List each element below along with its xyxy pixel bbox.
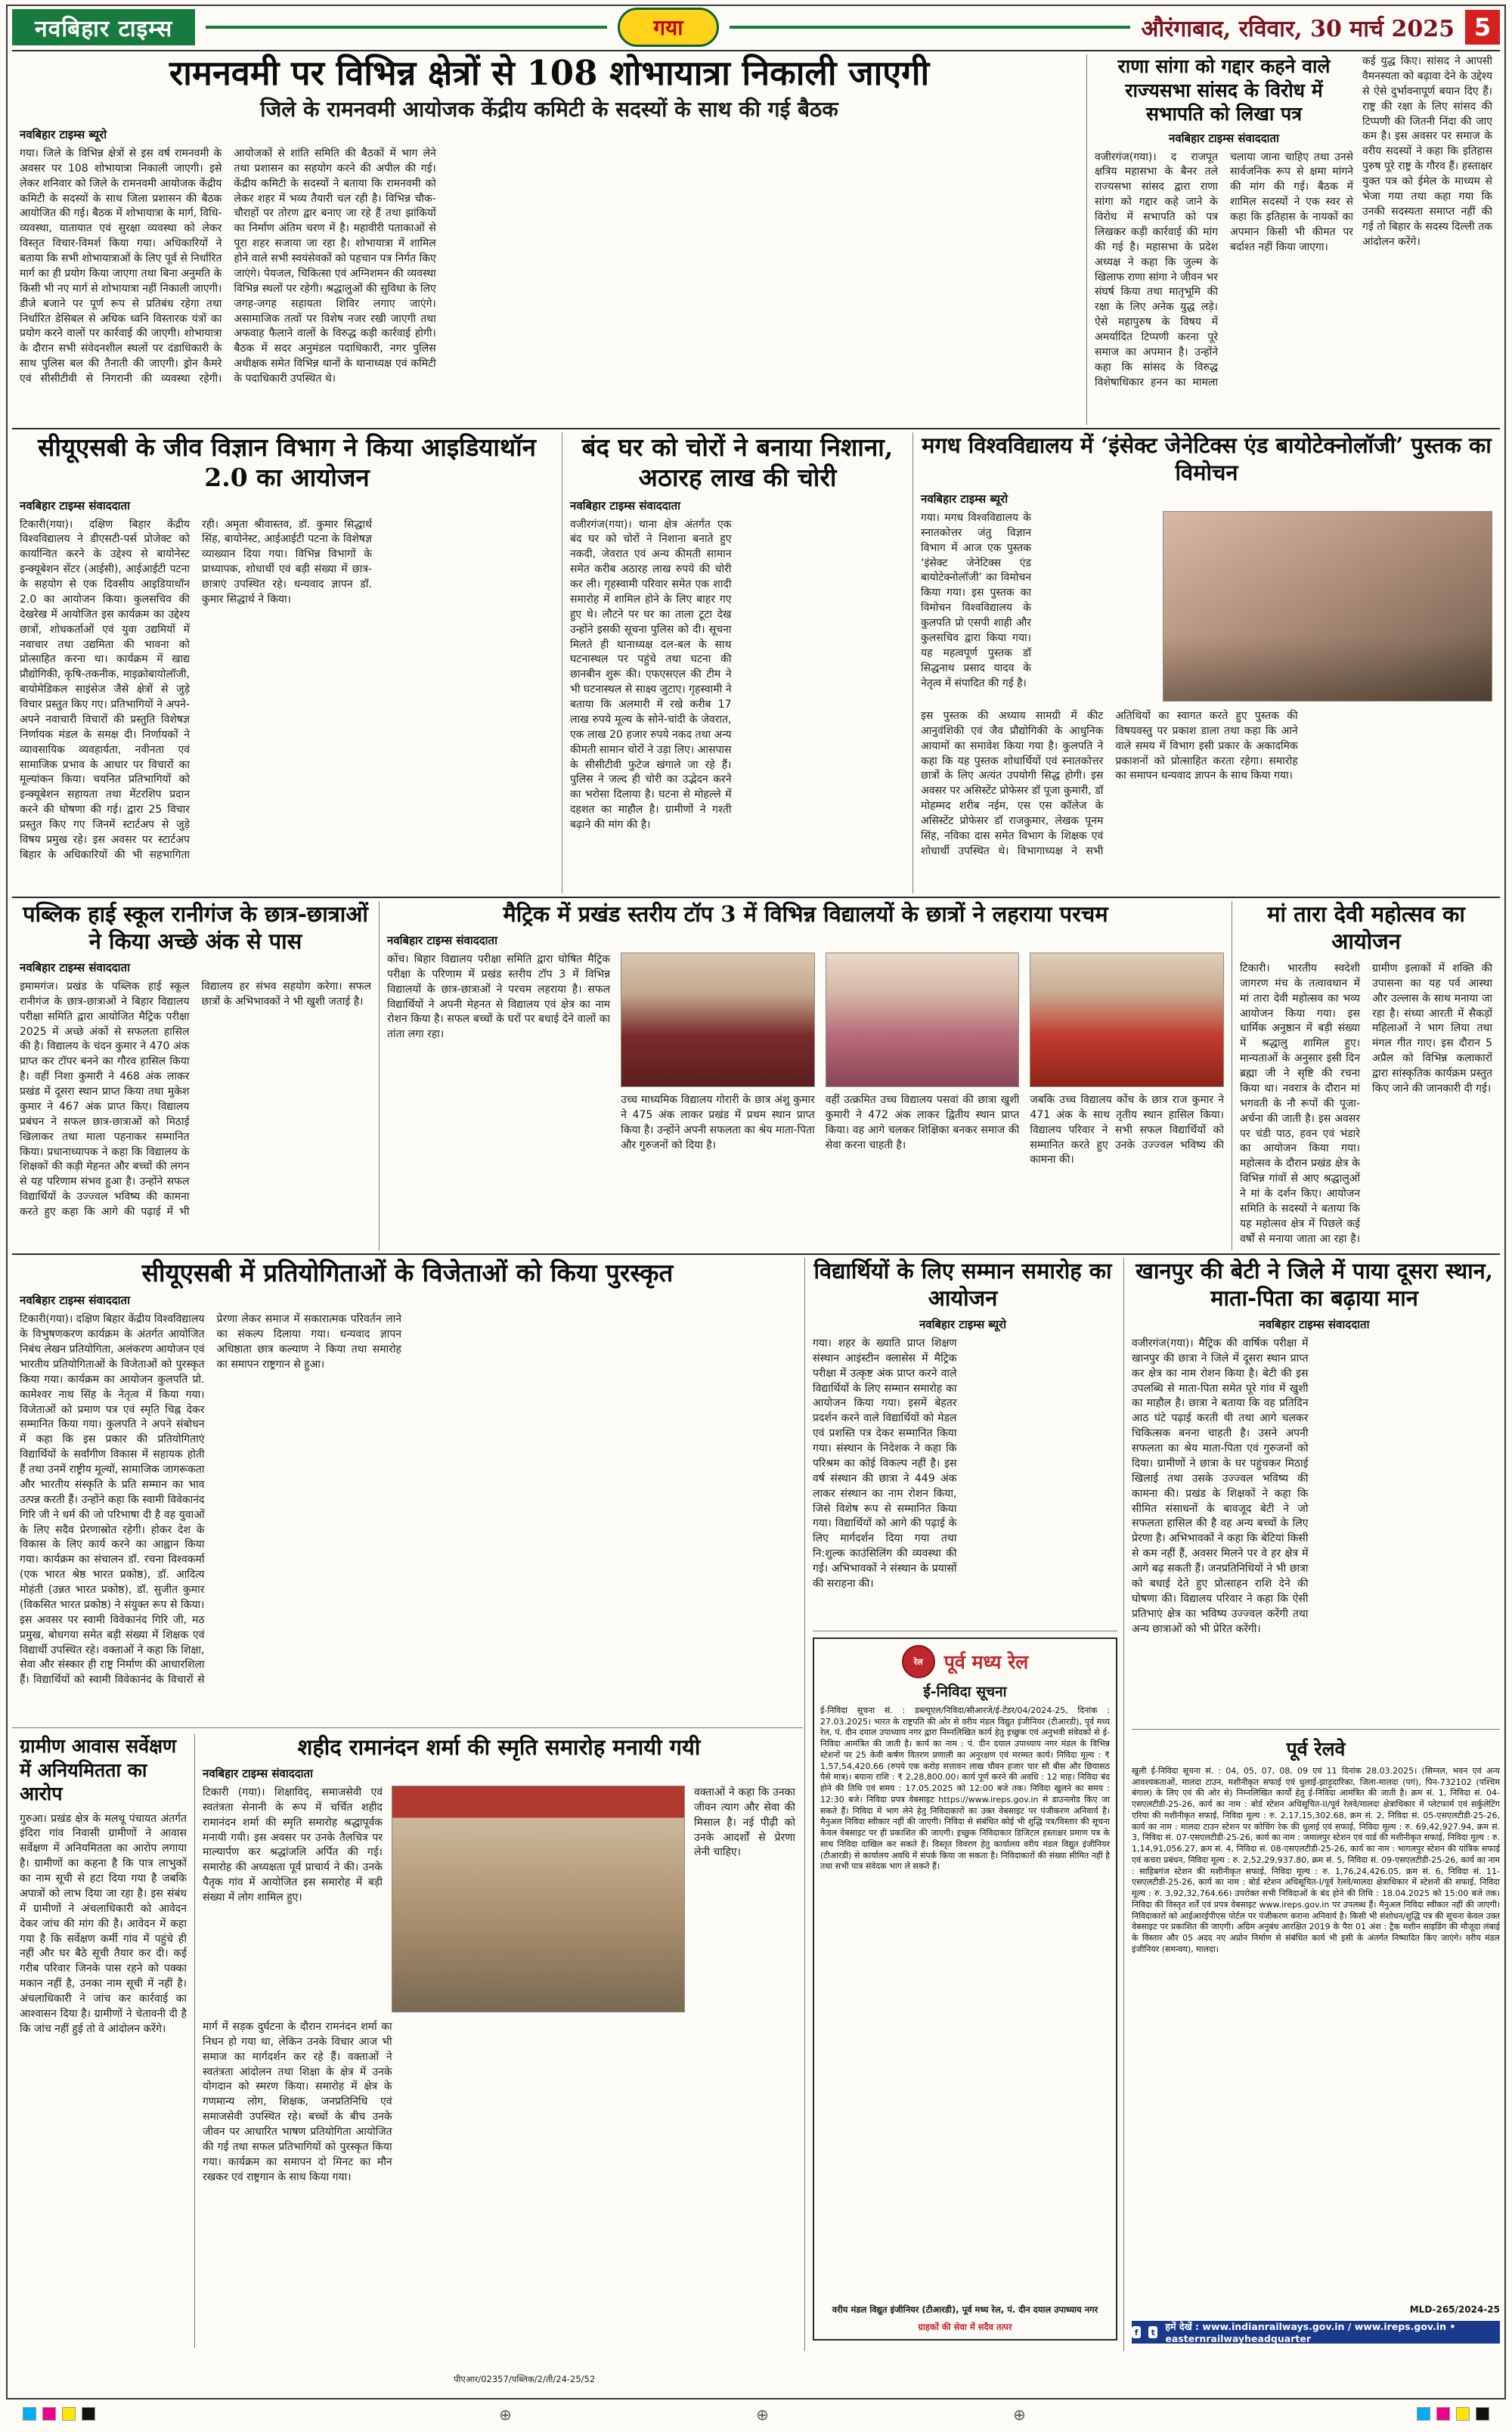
student-photo-1 xyxy=(621,953,815,1087)
shaheed-body-left: टिकारी (गया)। शिक्षाविद्, समाजसेवी एवं स्वतंत्रता सेनानी के रूप में चर्चित शहीद रामानंदन शर्मा की स्मृति समारोह श्रद्धापूर्वक मनायी गयी। इस अवसर पर उनके तैलचित्र पर माल्यार्पण कर श्रद्धांजलि अर्पित की गई। समारोह की अध्यक्षता पूर्व प्राचार्य ने की। उनके पैतृक गांव में आयोजित इस समारोह में बड़ी संख्या में लोग शामिल हुए। xyxy=(203,1786,383,1904)
matric-headline: मैट्रिक में प्रखंड स्तरीय टॉप 3 में विभिन्न विद्यालयों के छात्रों ने लहराया परचम xyxy=(503,901,1108,927)
er-social-strip xyxy=(1132,2321,1500,2344)
cmyk-swatch-magenta xyxy=(1436,2407,1450,2421)
magadh-byline: नवबिहार टाइम्स ब्यूरो xyxy=(921,491,1009,506)
article-rana-sanga xyxy=(1087,54,1500,425)
cmyk-swatch-yellow xyxy=(62,2407,76,2421)
masthead: नवबिहार टाइम्स xyxy=(12,9,195,45)
book-release-photo xyxy=(1163,511,1492,702)
twitter-icon: t xyxy=(1148,2326,1157,2338)
band2-divider xyxy=(12,897,1500,898)
railway-logo: रेल xyxy=(902,1645,935,1678)
cmyk-swatch-black xyxy=(82,2407,95,2421)
cmyk-swatch-magenta xyxy=(42,2407,56,2421)
article-chori xyxy=(562,432,913,894)
chori-byline: नवबिहार टाइम्स संवाददाता xyxy=(570,498,680,513)
header-rule-left xyxy=(206,26,607,29)
ecr-slogan: ग्राहकों की सेवा में सदैव तत्पर xyxy=(918,2322,1012,2332)
band3-divider xyxy=(12,1253,1500,1255)
ideathon-body: टिकारी(गया)। दक्षिण बिहार केंद्रीय विश्वविद्यालय ने डीएसटी-पर्स प्रोजेक्ट को कार्यान्वित करने के उद्देश्य से बायोनेस्ट इन्क्यूबेशन सेंटर (आईसी), आईआईटी पटना के सहयोग से एक दिवसीय आइडियाथॉन 2.0 का आयोजन किया। कुलसचिव की देखरेख में आयोजित इस कार्यक्रम का उद्देश्य छात्रों, शोधकर्ताओं एवं युवा उद्यमियों में नवाचार तथा उद्यमिता की भावना को प्रोत्साहित करना था। कार्यक्रम में खाद्य प्रौद्योगिकी, कृषि-तकनीक, माइक्रोबायोलॉजी, बायोमेडिकल साइंसेज जैसे क्षेत्रों से जुड़े विचार प्रस्तुत किए गए। प्रतिभागियों ने अपने-अपने नवाचारी विचारों की प्रस्तुति विशेषज्ञ निर्णायक मंडल के समक्ष दी। निर्णायकों ने व्यावसायिक व्यवहार्यता, नवीनता एवं सामाजिक प्रभाव के आधार पर विचारों का मूल्यांकन किया। चयनित प्रतिभागियों को इन्क्यूबेशन सहायता तथा मेंटरशिप प्रदान करने की घोषणा की गई। द्वारा 25 विचार प्रस्तुत किए गए जिनमें स्टार्टअप से जुड़े विषय प्रमुख रहे। इस अवसर पर स्टार्टअप बिहार के अधिकारियों की भी सहभागिता रही। अमृता श्रीवास्तव, डॉ. कुमार सिद्धार्थ सिंह, बायोनेस्ट, आईआईटी पटना के विशेषज्ञ व्याख्यान दिया गया। विभिन्न विभागों के प्राध्यापक, शोधार्थी एवं बड़ी संख्या में छात्र-छात्राएं उपस्थित रहे। धन्यवाद ज्ञापन डॉ. कुमार सिद्धार्थ ने किया। xyxy=(20,518,372,861)
awas-body: गुरुआ। प्रखंड क्षेत्र के मलथू पंचायत अंतर्गत इंदिरा गांव निवासी ग्रामीणों ने आवास सर्वेक्षण में अनियमितता का आरोप लगाया है। ग्रामीणों का कहना है कि पात्र लाभुकों का नाम सूची से हटा दिया गया है जबकि अपात्रों को लाभ दिया जा रहा है। इस संबंध में ग्रामीणों ने अंचलाधिकारी को आवेदन देकर जांच की मांग की है। आवेदन में कहा गया है कि सर्वेक्षण कर्मी गांव में पहुंचे ही नहीं और घर बैठे सूची तैयार कर दी। कई गरीब परिवार जिनके पास रहने को पक्का मकान नहीं है, उनका नाम सूची में नहीं है। अंचलाधिकारी ने जांच कर कार्रवाई का आश्वासन दिया है। ग्रामीणों ने चेतावनी दी है कि जांच नहीं हुई तो वे आंदोलन करेंगे। xyxy=(20,1812,187,2035)
lower-middle-region xyxy=(804,1258,1117,2351)
ad-purva-railway xyxy=(1132,1730,1500,2344)
er-notice-body: खुली ई-निविदा सूचना सं. : 04, 05, 07, 08, 09 एवं 11 दिनांक 28.03.2025। (सिग्नल, भवन एवं अन्य आवश्यकताओं, मालदा टाउन, मशीनीकृत सफाई एवं धुलाई-झाड़ूदारिका, जिला-मालदा (पगं), पिन-732102 (पश्चिम बंगाल) के लिए एवं की ओर से) निम्नलिखित कार्यों हेतु ई-निविदा आमंत्रित की जाती है। क्रम सं. 1, निविदा सं. 04-एसएलटीडी-25-26, कार्य का नाम : बोर्ड स्टेशन अधिसूचित-II/पूर्व रेलवे/मालदा क्षेत्राधिकार में प्लेटफार्म एवं सर्कुलेटिंग एरिया की मशीनीकृत सफाई, निविदा मूल्य : रु. 2,17,15,302.68, क्रम सं. 2, निविदा सं. 05-एसएलटीडी-25-26, कार्य का नाम : मालदा टाउन स्टेशन पर कोचिंग रेक की धुलाई एवं सफाई, निविदा मूल्य : रु. 69,42,927.94, क्रम सं. 3, निविदा सं. 07-एसएलटीडी-25-26, कार्य का नाम : जमालपुर स्टेशन एवं यार्ड की मशीनीकृत सफाई, निविदा मूल्य : रु. 1,14,91,056.27, क्रम सं. 4, निविदा सं. 08-एसएलटीडी-25-26, कार्य का नाम : भागलपुर स्टेशन की यांत्रिक सफाई एवं कचरा प्रबंधन, निविदा मूल्य : रु. 2,52,29,937.80, क्रम सं. 5, निविदा सं. 09-एसएलटीडी-25-26, कार्य का नाम : साहिबगंज स्टेशन की मशीनीकृत सफाई, निविदा मूल्य : रु. 1,76,24,426.05, क्रम सं. 6, निविदा सं. 11-एसएलटीडी-25-26, कार्य का नाम : बोर्ड स्टेशन अधिसूचित-I/पूर्व रेलवे/मालदा क्षेत्राधिकार में स्टेशनों की सफाई, निविदा मूल्य : रु. 3,92,32,764.66। उपरोक्त सभी निविदाओं के बंद होने की तिथि : 18.04.2025 को 15:00 बजे तक। निविदा की विस्तृत शर्तें एवं प्रपत्र वेबसाइट www.ireps.gov.in पर उपलब्ध हैं। मैनुअल निविदा स्वीकार नहीं की जाएगी। निविदाकारों को आईआरईपीएस पोर्टल पर पंजीकरण कराना अनिवार्य है। किसी भी संशोधन/शुद्धि पत्र की सूचना केवल उक्त वेबसाइट पर प्रकाशित की जाएगी। अग्रिम अनुबंध आरक्षित 2019 के पैरा 01 अंश : ट्रैक मशीन साइडिंग की मौजूदा लंबाई के विस्तार और 05 अदद नए अप्रोन निर्माण से संबंधित कार्य भी इसी के अंतर्गत निष्पादित किए जाएंगे। वरीय मंडल इंजीनियर (समन्वय), मालदा। xyxy=(1132,1766,1500,1954)
page-number: 5 xyxy=(1465,10,1500,45)
rana-body-more: कई युद्ध किए। सांसद ने आपसी वैमनस्यता को बढ़ावा देने के उद्देश्य से ऐसे दुर्भावनापूर्ण बयान दिए हैं। राष्ट्र की रक्षा के लिए सांसद की टिप्पणी की जितनी निंदा की जाए कम है। इस अवसर पर समाज के वरीय सदस्यों ने कहा कि इतिहास पुरुष पूरे राष्ट्र के गौरव हैं। हस्ताक्षर युक्त पत्र को ईमेल के माध्यम से भेजा गया तथा कहा गया कि उनकी सदस्यता समाप्त नहीं की गई तो बिहार के सदस्य दिल्ली तक आंदोलन करेंगे। xyxy=(1362,55,1492,248)
article-awas-survey xyxy=(12,1734,195,2348)
shaheed-body-right: वक्ताओं ने कहा कि उनका जीवन त्याग और सेवा की मिसाल है। नई पीढ़ी को उनके आदर्शों से प्रेरणा लेनी चाहिए। xyxy=(694,1786,795,1859)
cmyk-swatch-cyan xyxy=(1417,2407,1430,2421)
er-ad-code: MLD-265/2024-25 xyxy=(1409,2304,1500,2315)
edition-badge: गया xyxy=(618,8,718,47)
article-khanpur-beti xyxy=(1132,1258,1500,1730)
lower-right-region xyxy=(1123,1258,1500,2351)
band-3 xyxy=(12,901,1500,1250)
matric-col-2: उच्च माध्यमिक विद्यालय गोरारी के छात्र अंशु कुमार ने 475 अंक लाकर प्रखंड में प्रथम स्थान प्राप्त किया है। उन्होंने अपनी सफलता का श्रेय माता-पिता और गुरुजनों को दिया है। xyxy=(621,1093,815,1151)
article-ideathon xyxy=(12,432,562,894)
header-divider xyxy=(12,50,1500,51)
lower-left-region xyxy=(12,1258,803,2351)
dateline: औरंगाबाद, रविवार, 30 मार्च 2025 xyxy=(1141,15,1455,42)
lead-body: गया। जिले के विभिन्न क्षेत्रों से इस वर्ष रामनवमी के अवसर पर 108 शोभायात्रा निकाली जाएगी। इसे लेकर शनिवार को जिले के रामनवमी आयोजक केंद्रीय कमिटी के सदस्यों के साथ जिला प्रशासन की बैठक आयोजित की गई। बैठक में शोभायात्रा के मार्ग, विधि-व्यवस्था, यातायात एवं सुरक्षा व्यवस्था को लेकर विस्तृत विचार-विमर्श किया गया। अधिकारियों ने बताया कि सभी शोभायात्राओं के लिए पूर्व से निर्धारित मार्ग का ही प्रयोग किया जाएगा तथा बिना अनुमति के किसी भी नए मार्ग से शोभायात्रा नहीं निकाली जाएगी। डीजे बजाने पर पूर्ण रूप से प्रतिबंध रहेगा तथा निर्धारित डेसिबल से अधिक ध्वनि विस्तारक यंत्रों का प्रयोग करने वालों पर कार्रवाई की जाएगी। शोभायात्रा के दौरान सभी संवेदनशील स्थलों पर दंडाधिकारी के साथ पुलिस बल की तैनाती की जाएगी। ड्रोन कैमरे एवं सीसीटीवी से निगरानी की व्यवस्था रहेगी। आयोजकों से शांति समिति की बैठकों में भाग लेने तथा प्रशासन का सहयोग करने की अपील की गई। केंद्रीय कमिटी के सदस्यों ने बताया कि रामनवमी को लेकर शहर में भव्य तैयारी चल रही है। विभिन्न चौक-चौराहों पर तोरण द्वार बनाए जा रहे हैं तथा झांकियों का निर्माण अंतिम चरण में है। महावीरी पताकाओं से पूरा शहर सजाया जा रहा है। शोभायात्रा में शामिल होने वाले सभी स्वयंसेवकों को पहचान पत्र निर्गत किए जाएंगे। पेयजल, चिकित्सा एवं अग्निशमन की व्यवस्था विभिन्न स्थलों पर रहेगी। श्रद्धालुओं की सुविधा के लिए जगह-जगह सहायता शिविर लगाए जाएंगे। असामाजिक तत्वों पर विशेष नजर रखी जाएगी तथा अफवाह फैलाने वालों के विरुद्ध कड़ी कार्रवाई होगी। बैठक में सदर अनुमंडल पदाधिकारी, नगर पुलिस अधीक्षक समेत विभिन्न थानों के थानाध्यक्ष एवं कमिटी के पदाधिकारी उपस्थित थे। xyxy=(20,147,436,386)
ideathon-headline: सीयूएसबी के जीव विज्ञान विभाग ने किया आइडियाथॉन 2.0 का आयोजन xyxy=(38,432,536,493)
ad-purva-madhya-rail xyxy=(813,1637,1117,2341)
press-color-marks xyxy=(0,2406,1512,2425)
header-rule-right xyxy=(730,26,1131,29)
matric-byline: नवबिहार टाइम्स संवाददाता xyxy=(387,933,497,947)
magadh-body2: इस पुस्तक की अध्याय सामग्री में कीट आनुवंशिकी एवं जैव प्रौद्योगिकी के आधुनिक आयामों का समावेश किया गया है। कुलपति ने कहा कि यह पुस्तक शोधार्थियों एवं स्नातकोत्तर छात्रों के लिए अत्यंत उपयोगी सिद्ध होगी। इस अवसर पर असिस्टेंट प्रोफेसर डॉ पूजा कुमारी, डॉ मोहम्मद शरीब नईम, एस एस कॉलेज के असिस्टेंट प्रोफेसर डॉ राजकुमार, लेखक पूनम सिंह, नविका दास समेत विभाग के शिक्षक एवं शोधार्थी उपस्थित थे। विभागाध्यक्ष ने सभी अतिथियों का स्वागत करते हुए पुस्तक की विषयवस्तु पर प्रकाश डाला तथा कहा कि आने वाले समय में विभाग इसी प्रकार के अकादमिक प्रकाशनों को प्रोत्साहित करता रहेगा। समारोह का समापन धन्यवाद ज्ञापन के साथ किया गया। xyxy=(921,709,1298,857)
article-cusb-prize xyxy=(12,1258,803,1728)
page-header xyxy=(12,9,1500,45)
matric-col-1: कोंच। बिहार विद्यालय परीक्षा समिति द्वारा घोषित मैट्रिक परीक्षा के परिणाम में प्रखंड स्तरीय टॉप 3 में विभिन्न विद्यालयों के छात्र-छात्राओं ने परचम लहराया है। सफल विद्यार्थियों ने अपनी मेहनत से विद्यालय एवं क्षेत्र का नाम रोशन किया है। सफल बच्चों के घरों पर बधाई देने वालों का तांता लगा रहा। xyxy=(387,953,611,1041)
chori-headline: बंद घर को चोरों ने बनाया निशाना, अठारह लाख की चोरी xyxy=(581,432,894,493)
tara-headline: मां तारा देवी महोत्सव का आयोजन xyxy=(1267,901,1465,954)
ecr-signoff: वरीय मंडल विद्युत इंजीनियर (टीआरडी), पूर्व मध्य रेल, पं. दीन दयाल उपाध्याय नगर xyxy=(832,2304,1098,2315)
magadh-body: गया। मगध विश्वविद्यालय के स्नातकोत्तर जंतु विज्ञान विभाग में आज एक पुस्तक ‘इंसेक्ट जेनेटिक्स एंड बायोटेक्नोलॉजी’ का विमोचन किया गया। इस पुस्तक का विमोचन विश्वविद्यालय के कुलपति प्रो एसपी शाही और कुलसचिव द्वारा किया गया। यह महत्वपूर्ण पुस्तक डॉ सिद्धनाथ प्रसाद यादव के नेतृत्व में संपादित की गई है। xyxy=(921,511,1031,689)
ideathon-byline: नवबिहार टाइम्स संवाददाता xyxy=(20,498,130,513)
ecr-org-name: पूर्व मध्य रेल xyxy=(943,1651,1029,1673)
khanpur-body: वजीरगंज(गया)। मैट्रिक की वार्षिक परीक्षा में खानपुर की छात्रा ने जिले में दूसरा स्थान प्राप्त कर क्षेत्र का नाम रोशन किया है। बेटी की इस उपलब्धि से माता-पिता समेत पूरे गांव में खुशी का माहौल है। छात्रा ने बताया कि वह प्रतिदिन आठ घंटे पढ़ाई करती थी तथा आगे चलकर चिकित्सक बनना चाहती है। उसने अपनी सफलता का श्रेय माता-पिता एवं गुरुजनों को दिया। ग्रामीणों ने छात्रा के घर पहुंचकर मिठाई खिलाई तथा उसके उज्ज्वल भविष्य की कामना की। प्रखंड के शिक्षकों ने कहा कि सीमित संसाधनों के बावजूद बेटी ने जो सफलता हासिल की है वह अन्य बच्चों के लिए प्रेरणा है। अभिभावकों ने कहा कि बेटियां किसी से कम नहीं हैं, अवसर मिलने पर वे हर क्षेत्र में आगे बढ़ सकती हैं। जनप्रतिनिधियों ने भी छात्रा को बधाई देते हुए प्रोत्साहन राशि देने की घोषणा की। विद्यालय परिवार ने कहा कि ऐसी प्रतिभाएं क्षेत्र का भविष्य उज्ज्वल करेंगी तथा अन्य छात्राओं को भी प्रेरित करेंगी। xyxy=(1132,1337,1309,1635)
lead-headline: रामनवमी पर विभिन्न क्षेत्रों से 108 शोभायात्रा निकाली जाएगी xyxy=(169,53,930,93)
samman-body: गया। शहर के ख्याति प्राप्त शिक्षण संस्थान आइंस्टीन क्लासेस में मैट्रिक परीक्षा में उत्कृष्ट अंक प्राप्त करने वाले विद्यार्थियों के लिए सम्मान समारोह का आयोजन किया गया। इसमें बेहतर प्रदर्शन करने वाले विद्यार्थियों को मेडल एवं प्रशस्ति पत्र देकर सम्मानित किया गया। संस्थान के निदेशक ने कहा कि परिश्रम का कोई विकल्प नहीं है। इस वर्ष संस्थान की छात्रा ने 449 अंक लाकर संस्थान का नाम रोशन किया, जिसे विशेष रूप से सम्मानित किया गया। विद्यार्थियों को आगे की पढ़ाई के लिए मार्गदर्शन दिया गया तथा नि:शुल्क काउंसिलिंग की व्यवस्था की गई। अभिभावकों ने संस्थान के प्रयासों की सराहना की। xyxy=(813,1337,957,1590)
student-photo-2 xyxy=(826,953,1020,1087)
ecr-notice-title: ई-निविदा सूचना xyxy=(923,1684,1007,1700)
shaheed-byline: नवबिहार टाइम्स संवाददाता xyxy=(203,1766,313,1780)
tara-body: टिकारी। भारतीय स्वदेशी जागरण मंच के तत्वावधान में मां तारा देवी महोत्सव का भव्य आयोजन किया गया। इस धार्मिक अनुष्ठान में बड़ी संख्या में श्रद्धालु शामिल हुए। मान्यताओं के अनुसार इसी दिन ब्रह्मा जी ने सृष्टि की रचना किया था। नवरात्र के दौरान मां भगवती के नौ रूपों की पूजा-अर्चना की जाती है। इस अवसर पर चंडी पाठ, हवन एवं भंडारे का आयोजन किया गया। महोत्सव के दौरान प्रखंड क्षेत्र के विभिन्न गांवों से आए श्रद्धालुओं ने मां के दर्शन किए। आयोजन समिति के सदस्यों ने बताया कि यह महोत्सव क्षेत्र में पिछले कई वर्षों से मनाया जाता आ रहा है। ग्रामीण इलाकों में शक्ति की उपासना का यह पर्व आस्था और उल्लास के साथ मनाया जा रहा है। संध्या आरती में सैकड़ों महिलाओं ने भाग लिया तथा मंगल गीत गाए। इस दौरान 5 अप्रैल को विभिन्न कलाकारों द्वारा सांस्कृतिक कार्यक्रम प्रस्तुत किए जाने की जानकारी दी गई। xyxy=(1240,962,1492,1245)
school-byline: नवबिहार टाइम्स संवाददाता xyxy=(20,960,130,974)
shaheed-event-photo xyxy=(392,1786,685,2012)
er-strip-text: हमें देखें : www.indianrailways.gov.in / www.ireps.gov.in • easternrailwayheadquarter xyxy=(1165,2321,1456,2344)
khanpur-byline: नवबिहार टाइम्स संवाददाता xyxy=(1259,1317,1370,1331)
prize-byline: नवबिहार टाइम्स संवाददाता xyxy=(20,1293,130,1308)
registration-mark: ⊕ xyxy=(1013,2406,1026,2424)
registration-mark: ⊕ xyxy=(499,2406,512,2424)
chori-body: वजीरगंज(गया)। थाना क्षेत्र अंतर्गत एक बंद घर को चोरों ने निशाना बनाते हुए नकदी, जेवरात एवं अन्य कीमती सामान समेत करीब अठारह लाख रुपये की चोरी कर ली। गृहस्वामी परिवार समेत एक शादी समारोह में शामिल होने के लिए बाहर गए हुए थे। लौटने पर घर का ताला टूटा देख उन्होंने इसकी सूचना पुलिस को दी। सूचना मिलते ही थानाध्यक्ष दल-बल के साथ घटनास्थल पर पहुंचे तथा घटना की छानबीन शुरू की। एफएसएल की टीम ने भी घटनास्थल से साक्ष्य जुटाए। गृहस्वामी ने बताया कि अलमारी में रखे करीब 17 लाख रुपये मूल्य के सोने-चांदी के जेवरात, एक लाख 20 हजार रुपये नकद तथा अन्य कीमती सामान चोरों ने उड़ा लिए। आसपास के सीसीटीवी फुटेज खंगाले जा रहे हैं। पुलिस ने जल्द ही चोरी का उद्भेदन करने का भरोसा दिलाया है। घटना से मोहल्ले में दहशत का माहौल है। ग्रामीणों ने गश्ती बढ़ाने की मांग की है। xyxy=(570,518,732,831)
rana-headline: राणा सांगा को गद्दार कहने वाले राज्यसभा सांसद के विरोध में सभापति को लिखा पत्र xyxy=(1117,55,1331,125)
school-headline: पब्लिक हाई स्कूल रानीगंज के छात्र-छात्राओं ने किया अच्छे अंक से पास xyxy=(23,901,368,954)
cmyk-swatch-yellow xyxy=(1456,2407,1470,2421)
article-shaheed-smriti xyxy=(195,1734,803,2348)
print-registration-code: पीएआर/02357/पब्लिक/2/ती/24-25/52 xyxy=(454,2374,596,2384)
article-matric-toppers xyxy=(380,901,1232,1250)
registration-mark: ⊕ xyxy=(756,2406,769,2424)
article-tara-devi xyxy=(1232,901,1500,1250)
band-2 xyxy=(12,432,1500,894)
article-book-vimochan xyxy=(913,432,1500,894)
lead-subhead: जिले के रामनवमी आयोजक केंद्रीय कमिटी के सदस्यों के साथ की गई बैठक xyxy=(260,97,838,122)
top-band xyxy=(12,54,1500,425)
ecr-notice-body: ई-निविदा सूचना सं. : डब्ल्यूएल/निविदा/सीआरजे/ई-टेंडर/04/2024-25, दिनांक : 27.03.2025। भारत के राष्ट्रपति की ओर से वरीय मंडल विद्युत इंजीनियर (टीआरडी), पूर्व मध्य रेल, पं. दीन दयाल उपाध्याय नगर द्वारा निम्नलिखित कार्य हेतु इच्छुक एवं अनुभवी संवेदकों से ई-निविदा आमंत्रित की जाती है। कार्य का नाम : पं. दीन दयाल उपाध्याय नगर मंडल के विभिन्न स्टेशनों पर 25 केवी कर्षण वितरण प्रणाली का अनुरक्षण एवं मरम्मत कार्य। निविदा मूल्य : ₹ 1,57,54,420.66 (रुपये एक करोड़ सत्तावन लाख चौवन हजार चार सौ बीस और छियासठ पैसे मात्र)। बयाना राशि : ₹ 2,28,800.00। कार्य पूर्ण करने की अवधि : 12 माह। निविदा बंद होने की तिथि एवं समय : 17.05.2025 को 12:00 बजे तक। निविदा खुलने का समय : 12:30 बजे। निविदा प्रपत्र वेबसाइट https://www.ireps.gov.in से डाउनलोड किए जा सकते हैं। निविदा में भाग लेने हेतु निविदाकारों का उक्त वेबसाइट पर पंजीकरण अनिवार्य है। मैनुअल निविदा स्वीकार नहीं की जाएगी। निविदा से संबंधित कोई भी शुद्धि पत्र/विस्तार की सूचना केवल वेबसाइट पर ही प्रकाशित की जाएगी। इच्छुक निविदाकार डिजिटल हस्ताक्षर प्रमाण पत्र के साथ निविदा दाखिल कर सकते हैं। विस्तृत विवरण हेतु कार्यालय वरीय मंडल विद्युत इंजीनियर (टीआरडी) से कार्यालय अवधि में संपर्क किया जा सकता है। निविदाकारों की संख्या सीमित नहीं है तथा सभी पात्र संवेदक भाग ले सकते हैं। xyxy=(820,1705,1110,1872)
facebook-icon: f xyxy=(1132,2326,1141,2338)
shaheed-headline: शहीद रामानंदन शर्मा की स्मृति समारोह मनायी गयी xyxy=(297,1734,701,1760)
matric-col-4: जबकि उच्च विद्यालय कोंच के छात्र राज कुमार ने 471 अंक के साथ तृतीय स्थान हासिल किया। विद्यालय परिवार ने सभी सफल विद्यार्थियों को सम्मानित करते हुए उनके उज्ज्वल भविष्य की कामना की। xyxy=(1030,1093,1224,1166)
band1-divider xyxy=(12,428,1500,429)
samman-byline: नवबिहार टाइम्स ब्यूरो xyxy=(919,1317,1007,1331)
magadh-headline: मगध विश्वविद्यालय में ‘इंसेक्ट जेनेटिक्स एंड बायोटेक्नोलॉजी’ पुस्तक का विमोचन xyxy=(922,432,1492,485)
samman-headline: विद्यार्थियों के लिए सम्मान समारोह का आयोजन xyxy=(813,1258,1112,1311)
article-public-school xyxy=(12,901,380,1250)
cmyk-swatch-cyan xyxy=(23,2407,36,2421)
article-shobha-yatra xyxy=(12,54,1087,425)
article-samman-samaroh xyxy=(813,1258,1117,1631)
awas-headline: ग्रामीण आवास सर्वेक्षण में अनियमितता का आरोप xyxy=(20,1735,177,1805)
student-photo-3 xyxy=(1030,953,1224,1087)
rana-byline: नवबिहार टाइम्स संवाददाता xyxy=(1169,131,1279,145)
school-body: इमामगंज। प्रखंड के पब्लिक हाई स्कूल रानीगंज के छात्र-छात्राओं ने बिहार विद्यालय परीक्षा समिति द्वारा आयोजित मैट्रिक परीक्षा 2025 में अच्छे अंकों से सफलता हासिल की है। विद्यालय के चंदन कुमार ने 470 अंक प्राप्त कर टॉपर बनने का गौरव हासिल किया है। वहीं निशा कुमारी ने 468 अंक लाकर प्रखंड में दूसरा स्थान प्राप्त किया तथा मुकेश कुमार ने 467 अंक प्राप्त किए। विद्यालय प्रबंधन ने सफल छात्र-छात्राओं को मिठाई खिलाकर तथा माला पहनाकर सम्मानित किया। प्रधानाध्यापक ने कहा कि विद्यालय के शिक्षकों की कड़ी मेहनत और बच्चों की लगन से यह परिणाम संभव हुआ है। उन्होंने सफल विद्यार्थियों के उज्ज्वल भविष्य की कामना करते हुए कहा कि आगे की पढ़ाई में भी विद्यालय हर संभव सहयोग करेगा। सफल छात्रों के अभिभावकों ने भी खुशी जताई है। xyxy=(20,980,371,1219)
shaheed-body-bottom: मार्ग में सड़क दुर्घटना के दौरान रामनंदन शर्मा का निधन हो गया था, लेकिन उनके विचार आज भी समाज का मार्गदर्शन कर रहे हैं। वक्ताओं ने स्वतंत्रता आंदोलन तथा शिक्षा के क्षेत्र में उनके योगदान को स्मरण किया। समारोह में क्षेत्र के गणमान्य लोग, शिक्षक, जनप्रतिनिधि एवं समाजसेवी उपस्थित रहे। बच्चों के बीच उनके जीवन पर आधारित भाषण प्रतियोगिता आयोजित की गई तथा सफल प्रतिभागियों को पुरस्कृत किया गया। कार्यक्रम का समापन दो मिनट का मौन रखकर एवं राष्ट्रगान के साथ किया गया। xyxy=(203,2020,392,2183)
lead-byline: नवबिहार टाइम्स ब्यूरो xyxy=(20,127,107,141)
matric-col-3: वहीं उत्क्रमित उच्च विद्यालय पसवां की छात्रा खुशी कुमारी ने 472 अंक लाकर द्वितीय स्थान प्राप्त किया। वह आगे चलकर शिक्षिका बनकर समाज की सेवा करना चाहती है। xyxy=(825,1093,1020,1151)
rana-body: वजीरगंज(गया)। द राजपूत क्षत्रिय महासभा के बैनर तले राज्यसभा सांसद द्वारा राणा सांगा को गद्दार कहे जाने के विरोध में सभापति को पत्र लिखकर कड़ी कार्रवाई की मांग की गई है। महासभा के प्रदेश अध्यक्ष ने कहा कि जुल्म के खिलाफ राणा सांगा ने जीवन भर संघर्ष किया तथा मातृभूमि की रक्षा के लिए अनेक युद्ध लड़े। ऐसे महापुरुष के विषय में अमर्यादित टिप्पणी करना पूरे समाज का अपमान है। उन्होंने कहा कि सांसद के विरुद्ध विशेषाधिकार हनन का मामला चलाया जाना चाहिए तथा उनसे सार्वजनिक रूप से क्षमा मांगने की मांग की गई। बैठक में शामिल सदस्यों ने एक स्वर से कहा कि इतिहास के नायकों का अपमान किसी भी कीमत पर बर्दाश्त नहीं किया जाएगा। xyxy=(1095,150,1353,389)
er-org-name: पूर्व रेलवे xyxy=(1286,1738,1346,1760)
khanpur-headline: खानपुर की बेटी ने जिले में पाया दूसरा स्थान, माता-पिता का बढ़ाया मान xyxy=(1136,1258,1493,1311)
prize-body: टिकारी(गया)। दक्षिण बिहार केंद्रीय विश्वविद्यालय के विभुषणकरण कार्यक्रम के अंतर्गत आयोजित निबंध लेखन प्रतियोगिता, अलंकरण आयोजन एवं भारतीय प्रतियोगिताओं के विजेताओं को पुरस्कृत किया गया। कार्यक्रम का आयोजन कुलपति प्रो. कामेश्वर नाथ सिंह के नेतृत्व में किया गया। विजेताओं को प्रमाण पत्र एवं स्मृति चिह्न देकर सम्मानित किया गया। कुलपति ने अपने संबोधन में कहा कि इस प्रकार की प्रतियोगिताएं विद्यार्थियों के सर्वांगीण विकास में सहायक होती हैं तथा उनमें राष्ट्रीय मूल्यों, सामाजिक जागरूकता और भारतीय संस्कृति के प्रति सम्मान का भाव उत्पन्न करती हैं। उन्होंने कहा कि स्वामी विवेकानंद गिरि जी ने धर्म की जो परिभाषा दी है वह युवाओं के लिए सदैव प्रेरणास्रोत रहेगी। होकर देश के विकास के लिए कार्य करने का आह्वान किया गया। कार्यक्रम का संचालन डॉ. रचना विश्वकर्मा (एक भारत श्रेष्ठ भारत प्रकोष्ठ), डॉ. आदित्य मोहंती (उन्नत भारत प्रकोष्ठ), डॉ. सुजीत कुमार (विकसित भारत प्रकोष्ठ) ने संयुक्त रूप से किया। इस अवसर पर स्वामी विवेकानंद गिरि जी, मठ प्रमुख, बोधगया समेत बड़ी संख्या में शिक्षक एवं विद्यार्थी उपस्थित रहे। वक्ताओं ने कहा कि शिक्षा, सेवा और संस्कार ही राष्ट्र निर्माण की आधारशिला हैं। विद्यार्थियों को स्वामी विवेकानंद के विचारों से प्रेरणा लेकर समाज में सकारात्मक परिवर्तन लाने का संकल्प दिलाया गया। धन्यवाद ज्ञापन अधिष्ठाता छात्र कल्याण ने किया तथा समारोह का समापन राष्ट्रगान से हुआ। xyxy=(20,1313,401,1687)
cmyk-swatch-black xyxy=(1476,2407,1489,2421)
prize-headline: सीयूएसबी में प्रतियोगिताओं के विजेताओं को किया पुरस्कृत xyxy=(141,1258,674,1287)
